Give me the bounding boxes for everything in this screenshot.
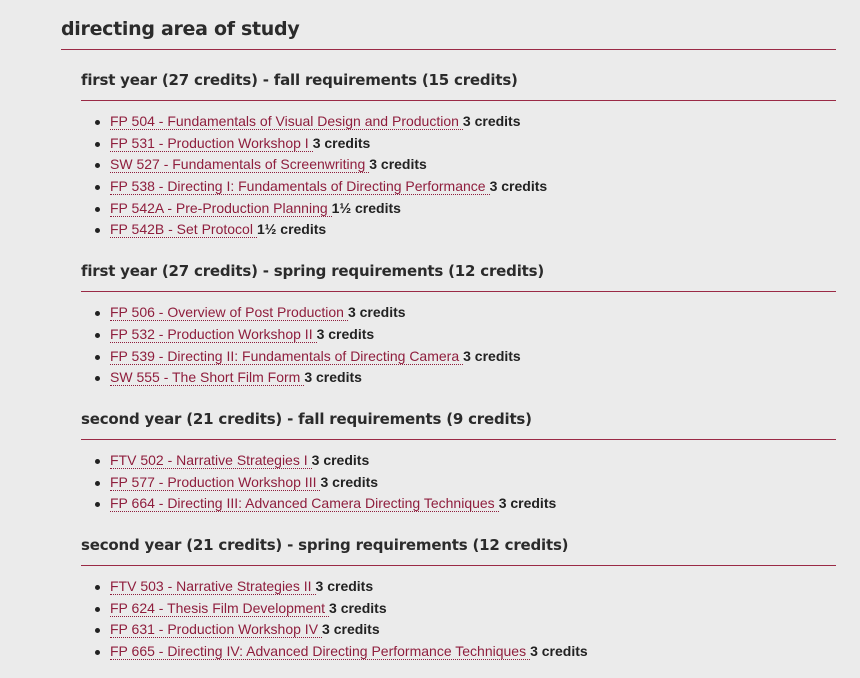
course-list bbox=[81, 111, 836, 241]
bullet-icon bbox=[95, 207, 100, 212]
course-credits: 3 credits bbox=[311, 451, 370, 468]
bullet-icon bbox=[95, 585, 100, 590]
course-link[interactable]: FTV 502 - Narrative Strategies I bbox=[110, 452, 312, 469]
section-divider bbox=[81, 565, 836, 566]
bullet-icon bbox=[95, 502, 100, 507]
course-link[interactable]: FP 631 - Production Workshop IV bbox=[110, 621, 322, 638]
course-link[interactable]: FP 577 - Production Workshop III bbox=[110, 474, 320, 491]
section-first-year-spring bbox=[61, 261, 836, 389]
list-item bbox=[94, 472, 836, 494]
list-item bbox=[94, 133, 836, 155]
course-link[interactable]: FP 504 - Fundamentals of Visual Design and Production bbox=[110, 113, 463, 130]
bullet-icon bbox=[95, 459, 100, 464]
list-item bbox=[94, 367, 836, 389]
section-second-year-spring bbox=[61, 535, 836, 663]
list-item bbox=[94, 641, 836, 663]
course-list bbox=[81, 450, 836, 515]
course-link[interactable]: SW 527 - Fundamentals of Screenwriting bbox=[110, 156, 369, 173]
list-item bbox=[94, 324, 836, 346]
course-link[interactable]: SW 555 - The Short Film Form bbox=[110, 369, 304, 386]
course-link[interactable]: FP 531 - Production Workshop I bbox=[110, 135, 313, 152]
course-credits: 3 credits bbox=[498, 495, 557, 512]
course-credits: 3 credits bbox=[329, 599, 387, 616]
list-item bbox=[94, 219, 836, 241]
course-credits: 3 credits bbox=[530, 643, 588, 659]
bullet-icon bbox=[95, 650, 100, 655]
course-credits: 3 credits bbox=[462, 113, 521, 129]
course-link[interactable]: FP 624 - Thesis Film Development bbox=[110, 600, 329, 617]
section-title: second year (21 credits) - fall requirements (9 credits) bbox=[81, 409, 532, 428]
section-title: first year (27 credits) - spring requirements (12 credits) bbox=[81, 262, 544, 281]
course-link[interactable]: FP 542B - Set Protocol bbox=[110, 221, 257, 238]
course-credits: 1½ credits bbox=[256, 221, 327, 238]
course-list bbox=[81, 302, 836, 389]
list-item bbox=[94, 176, 836, 198]
list-item bbox=[94, 302, 836, 324]
course-credits: 3 credits bbox=[322, 621, 380, 638]
list-item bbox=[94, 111, 836, 133]
list-item bbox=[94, 450, 836, 472]
list-item bbox=[94, 619, 836, 641]
course-credits: 3 credits bbox=[369, 156, 427, 173]
page-title: directing area of study bbox=[61, 18, 300, 40]
course-link[interactable]: FP 532 - Production Workshop II bbox=[110, 326, 317, 343]
bullet-icon bbox=[95, 607, 100, 612]
course-credits: 3 credits bbox=[463, 347, 521, 364]
section-divider bbox=[81, 439, 836, 440]
bullet-icon bbox=[95, 163, 100, 168]
course-credits: 3 credits bbox=[320, 473, 379, 490]
course-credits: 3 credits bbox=[315, 577, 374, 594]
course-credits: 1½ credits bbox=[331, 199, 401, 216]
course-list bbox=[81, 576, 836, 663]
bullet-icon bbox=[95, 311, 100, 316]
section-divider bbox=[81, 100, 836, 101]
list-item bbox=[94, 598, 836, 620]
section-title: first year (27 credits) - fall requirements (15 credits) bbox=[81, 71, 518, 89]
bullet-icon bbox=[95, 333, 100, 338]
course-credits: 3 credits bbox=[312, 134, 371, 151]
course-credits: 3 credits bbox=[304, 369, 362, 386]
course-credits: 3 credits bbox=[489, 178, 548, 195]
bullet-icon bbox=[95, 376, 100, 381]
bullet-icon bbox=[95, 185, 100, 190]
list-item bbox=[94, 198, 836, 220]
list-item bbox=[94, 154, 836, 176]
section-first-year-fall bbox=[61, 70, 836, 241]
bullet-icon bbox=[95, 481, 100, 486]
course-link[interactable]: FTV 503 - Narrative Strategies II bbox=[110, 578, 316, 595]
course-link[interactable]: FP 664 - Directing III: Advanced Camera Directing Techniques bbox=[110, 495, 499, 512]
course-credits: 3 credits bbox=[316, 325, 375, 342]
list-item bbox=[94, 576, 836, 598]
bullet-icon bbox=[95, 120, 100, 125]
course-link[interactable]: FP 506 - Overview of Post Production bbox=[110, 304, 348, 321]
course-link[interactable]: FP 665 - Directing IV: Advanced Directing Performance Techniques bbox=[110, 643, 530, 660]
bullet-icon bbox=[95, 228, 100, 233]
bullet-icon bbox=[95, 142, 100, 147]
title-divider bbox=[61, 49, 836, 50]
course-link[interactable]: FP 539 - Directing II: Fundamentals of Directing Camera bbox=[110, 348, 463, 365]
course-credits: 3 credits bbox=[347, 304, 406, 321]
section-divider bbox=[81, 291, 836, 292]
section-second-year-fall bbox=[61, 409, 836, 515]
bullet-icon bbox=[95, 355, 100, 360]
bullet-icon bbox=[95, 628, 100, 633]
list-item bbox=[94, 346, 836, 368]
course-link[interactable]: FP 542A - Pre-Production Planning bbox=[110, 200, 332, 217]
list-item bbox=[94, 493, 836, 515]
course-link[interactable]: FP 538 - Directing I: Fundamentals of Directing Performance bbox=[110, 178, 490, 195]
section-title: second year (21 credits) - spring requirements (12 credits) bbox=[81, 535, 569, 554]
